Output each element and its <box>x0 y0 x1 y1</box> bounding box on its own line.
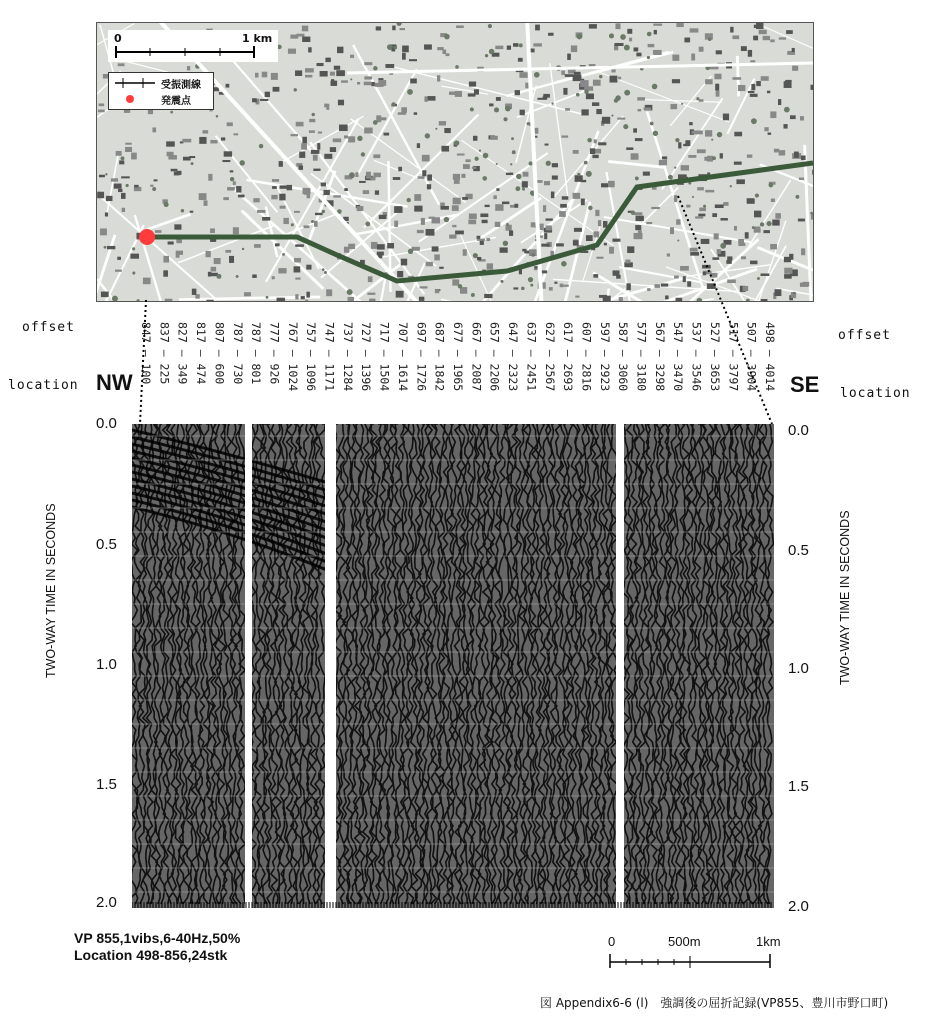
trace-label: 617 — 2693 <box>561 322 576 392</box>
y-tick-right-3: 1.5 <box>788 778 809 795</box>
trace-label: 837 — 225 <box>157 322 172 385</box>
y-tick-right-2: 1.0 <box>788 660 809 677</box>
seismic-traces <box>132 424 774 908</box>
trace-label: 747 — 1171 <box>322 322 337 392</box>
map-scale-zero: 0 <box>114 32 122 45</box>
y-tick-right-0: 0.0 <box>788 422 809 439</box>
trace-label: 567 — 3298 <box>652 322 667 392</box>
seismic-record-panel <box>132 424 774 908</box>
trace-label: 677 — 1965 <box>451 322 465 392</box>
trace-label: 517 — 3797 <box>726 322 741 392</box>
y-tick-left-2: 1.0 <box>96 656 117 673</box>
scale-label-1km: 1km <box>756 934 781 949</box>
map-scale-km: 1 km <box>242 32 273 45</box>
trace-label: 657 — 2206 <box>487 322 502 392</box>
trace-label: 777 — 926 <box>267 322 282 385</box>
y-tick-left-1: 0.5 <box>96 536 117 553</box>
legend-receiver-line: 受振測線 <box>161 80 201 91</box>
trace-label: 767 — 1024 <box>285 322 300 392</box>
figure-caption: 図 Appendix6-6 (l) 強調後の屈折記録(VP855、豊川市野口町) <box>540 996 889 1010</box>
acquisition-info-line1: VP 855,1vibs,6-40Hz,50% <box>74 930 241 946</box>
y-tick-right-1: 0.5 <box>788 542 809 559</box>
trace-label: 787 — 730 <box>230 322 245 385</box>
scale-label-0: 0 <box>608 934 616 949</box>
trace-label: 707 — 1614 <box>395 322 410 392</box>
trace-label: 507 — 3904 <box>744 322 759 392</box>
trace-label: 647 — 2323 <box>506 322 521 392</box>
location-label-right: location <box>840 386 911 401</box>
offset-label-left: offset <box>22 320 75 335</box>
offset-label-right: offset <box>838 328 891 343</box>
trace-label: 687 — 1842 <box>432 322 447 392</box>
trace-label: 537 — 3546 <box>689 322 704 392</box>
trace-label: 577 — 3180 <box>634 322 649 392</box>
y-tick-right-4: 2.0 <box>788 898 809 915</box>
scale-label-500m: 500m <box>668 934 701 949</box>
y-tick-left-0: 0.0 <box>96 415 117 432</box>
trace-label: 727 — 1396 <box>359 322 374 392</box>
trace-label: 627 — 2567 <box>542 322 557 392</box>
trace-label: 807 — 600 <box>212 322 227 385</box>
trace-label: 637 — 2451 <box>524 322 539 392</box>
trace-label: 697 — 1726 <box>414 322 429 392</box>
y-tick-left-3: 1.5 <box>96 776 117 793</box>
trace-label: 827 — 349 <box>175 322 190 385</box>
y-axis-title-right: TWO-WAY TIME IN SECONDS <box>838 510 852 685</box>
trace-label: 667 — 2087 <box>469 322 484 392</box>
trace-label: 817 — 474 <box>194 322 209 385</box>
legend-shot-point: 発震点 <box>161 96 191 107</box>
trace-label: 547 — 3470 <box>671 322 686 392</box>
trace-label: 527 — 3653 <box>707 322 722 392</box>
trace-label: 757 — 1096 <box>304 322 319 392</box>
location-label-left: location <box>8 378 79 393</box>
section-scale-ruler <box>608 954 774 968</box>
section-scale-bar <box>608 934 781 970</box>
trace-label: 597 — 2923 <box>597 322 612 392</box>
nw-label: NW <box>96 370 133 395</box>
trace-label: 498 — 4014 <box>763 322 777 392</box>
se-label: SE <box>790 372 820 397</box>
trace-label: 587 — 3060 <box>616 322 631 392</box>
y-tick-left-4: 2.0 <box>96 894 117 911</box>
y-axis-title-left: TWO-WAY TIME IN SECONDS <box>44 503 58 678</box>
trace-label: 787 — 801 <box>249 322 264 385</box>
trace-label: 847 — 100 <box>139 322 153 385</box>
trace-label: 717 — 1504 <box>377 322 392 392</box>
map-connector-lines <box>0 0 935 440</box>
trace-label: 607 — 2816 <box>579 322 594 392</box>
acquisition-info-line2: Location 498-856,24stk <box>74 947 228 963</box>
trace-label: 737 — 1284 <box>340 322 355 392</box>
acquisition-info <box>74 930 240 964</box>
